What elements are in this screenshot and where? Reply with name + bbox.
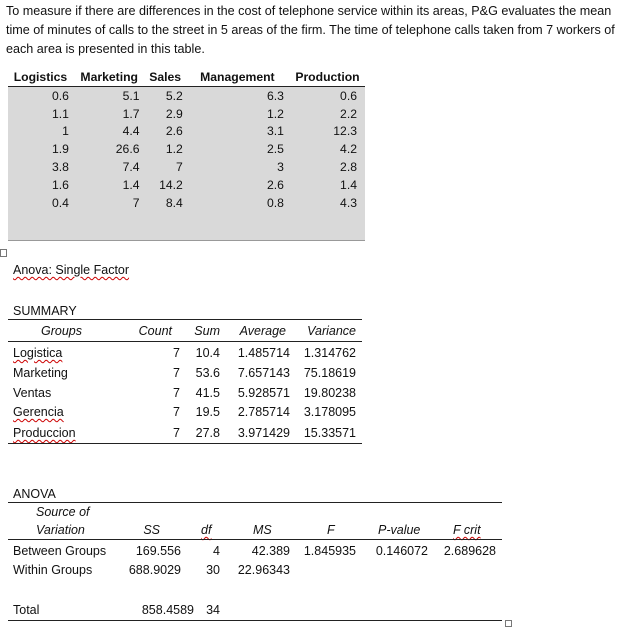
count-cell: 7 — [173, 405, 180, 419]
total-ss: 858.4589 — [141, 603, 194, 617]
cell: 1.6 — [51, 177, 69, 192]
cell: 2.2 — [340, 106, 357, 121]
summary-header-groups: Groups — [41, 324, 82, 338]
cell: 3.1 — [267, 124, 284, 139]
summary-header-average: Average — [239, 324, 286, 338]
cell: 7 — [176, 160, 183, 175]
average-cell: 1.485714 — [237, 346, 290, 360]
table-row — [8, 194, 365, 212]
cell: 1.9 — [51, 142, 69, 157]
cell: 0.4 — [51, 195, 69, 210]
cell: 4.3 — [340, 195, 357, 210]
cell: 26.6 — [115, 142, 140, 157]
cell: 1.4 — [122, 177, 140, 192]
table-row — [8, 87, 365, 105]
cell: 2.9 — [165, 106, 183, 121]
header-sales: Sales — [146, 68, 185, 87]
cell: 2.5 — [267, 142, 284, 157]
summary-header-count: Count — [138, 324, 172, 338]
group-name — [13, 405, 64, 419]
group-name: Ventas — [13, 386, 52, 400]
summary-header-rule — [8, 341, 362, 342]
anova-top-rule — [8, 502, 502, 503]
variance-cell: 15.33571 — [303, 426, 356, 440]
summary-header-variance: Variance — [307, 324, 356, 338]
header-production: Production — [290, 68, 365, 87]
average-cell: 5.928571 — [237, 386, 290, 400]
cell: 5.1 — [122, 88, 140, 103]
cell: 8.4 — [165, 195, 183, 210]
anova-header-rule — [8, 539, 502, 540]
anchor-marker[interactable] — [0, 249, 7, 257]
table-row — [8, 158, 365, 176]
within-ss: 688.9029 — [128, 563, 181, 577]
header-management: Management — [185, 68, 290, 87]
anova-header-df — [201, 523, 211, 537]
summary-title: SUMMARY — [13, 304, 77, 318]
table-row — [8, 140, 365, 158]
data-table-header — [8, 68, 365, 87]
total-df: 34 — [206, 603, 220, 617]
sum-cell: 41.5 — [195, 386, 220, 400]
cell: 7.4 — [122, 160, 140, 175]
average-cell: 7.657143 — [237, 366, 290, 380]
group-name — [13, 426, 76, 440]
between-f: 1.845935 — [303, 544, 356, 558]
between-groups-label: Between Groups — [13, 544, 107, 558]
between-ss: 169.556 — [135, 544, 181, 558]
within-groups-label: Within Groups — [13, 563, 93, 577]
average-cell: 3.971429 — [237, 426, 290, 440]
cell: 1.2 — [267, 106, 284, 121]
between-df: 4 — [213, 544, 220, 558]
anova-header-fcrit — [453, 523, 481, 537]
between-pvalue: 0.146072 — [375, 544, 428, 558]
cell: 1.1 — [51, 106, 69, 121]
cell: 4.2 — [340, 142, 357, 157]
sum-cell: 53.6 — [195, 366, 220, 380]
anova-header-ss: SS — [143, 523, 160, 537]
cell: 7 — [132, 195, 140, 210]
cell: 1 — [62, 124, 69, 139]
anova-bottom-rule — [8, 620, 502, 621]
data-table — [8, 68, 365, 241]
average-cell: 2.785714 — [237, 405, 290, 419]
cell: 3.8 — [51, 160, 69, 175]
anova-title — [13, 263, 129, 277]
group-name: Marketing — [13, 366, 68, 380]
anova-header-source-1: Source of — [36, 505, 90, 519]
variance-cell: 19.80238 — [303, 386, 356, 400]
cell: 5.2 — [165, 88, 183, 103]
cell: 2.6 — [165, 124, 183, 139]
header-marketing: Marketing — [73, 68, 146, 87]
cell: 0.6 — [51, 88, 69, 103]
group-name-text: Gerencia — [13, 405, 64, 419]
count-cell: 7 — [173, 346, 180, 360]
table-row — [8, 123, 365, 141]
anova-section-title: ANOVA — [13, 487, 56, 501]
within-df: 30 — [206, 563, 220, 577]
sum-cell: 27.8 — [195, 426, 220, 440]
count-cell: 7 — [173, 426, 180, 440]
count-cell: 7 — [173, 366, 180, 380]
cell: 1.4 — [340, 177, 357, 192]
cell: 1.7 — [122, 106, 140, 121]
anova-header-fcrit-text: F crit — [453, 523, 481, 537]
sum-cell: 10.4 — [195, 346, 220, 360]
summary-header-sum: Sum — [194, 324, 220, 338]
table-row — [8, 176, 365, 194]
summary-top-rule — [8, 319, 362, 320]
cell: 2.6 — [267, 177, 284, 192]
between-ms: 42.389 — [251, 544, 290, 558]
cell: 0.6 — [340, 88, 357, 103]
cell: 2.8 — [340, 160, 357, 175]
summary-bottom-rule — [8, 443, 362, 444]
header-logistics: Logistics — [8, 68, 73, 87]
anova-title-text: Anova: Single Factor — [13, 263, 130, 277]
cell: 6.3 — [267, 88, 284, 103]
variance-cell: 75.18619 — [303, 366, 356, 380]
variance-cell: 1.314762 — [303, 346, 356, 360]
cell: 12.3 — [333, 124, 357, 139]
cell: 0.8 — [267, 195, 284, 210]
anova-header-pvalue: P-value — [378, 523, 421, 537]
anova-header-df-text: df — [201, 523, 212, 537]
group-name-text: Logistica — [13, 346, 63, 360]
cell: 3 — [277, 160, 284, 175]
cell: 14.2 — [159, 177, 183, 192]
group-name — [13, 346, 62, 360]
total-label: Total — [13, 603, 40, 617]
count-cell: 7 — [173, 386, 180, 400]
anova-header-source-2: Variation — [36, 523, 85, 537]
table-row — [8, 105, 365, 123]
sum-cell: 19.5 — [195, 405, 220, 419]
between-fcrit: 2.689628 — [443, 544, 496, 558]
within-ms: 22.96343 — [237, 563, 290, 577]
cell: 1.2 — [165, 142, 183, 157]
cell: 4.4 — [122, 124, 140, 139]
resize-handle[interactable] — [505, 620, 512, 627]
table-filler-row — [8, 212, 365, 241]
anova-header-ms: MS — [253, 523, 272, 537]
anova-header-f: F — [327, 523, 335, 537]
variance-cell: 3.178095 — [303, 405, 356, 419]
intro-paragraph: To measure if there are differences in the cost of telephone service within its areas, P&G evaluates the mean time of minutes of calls to the street in 5 areas of the firm. The time of telephone calls taken from 7 workers of each area is presented in this table. — [6, 4, 615, 56]
group-name-text: Produccion — [13, 426, 76, 440]
